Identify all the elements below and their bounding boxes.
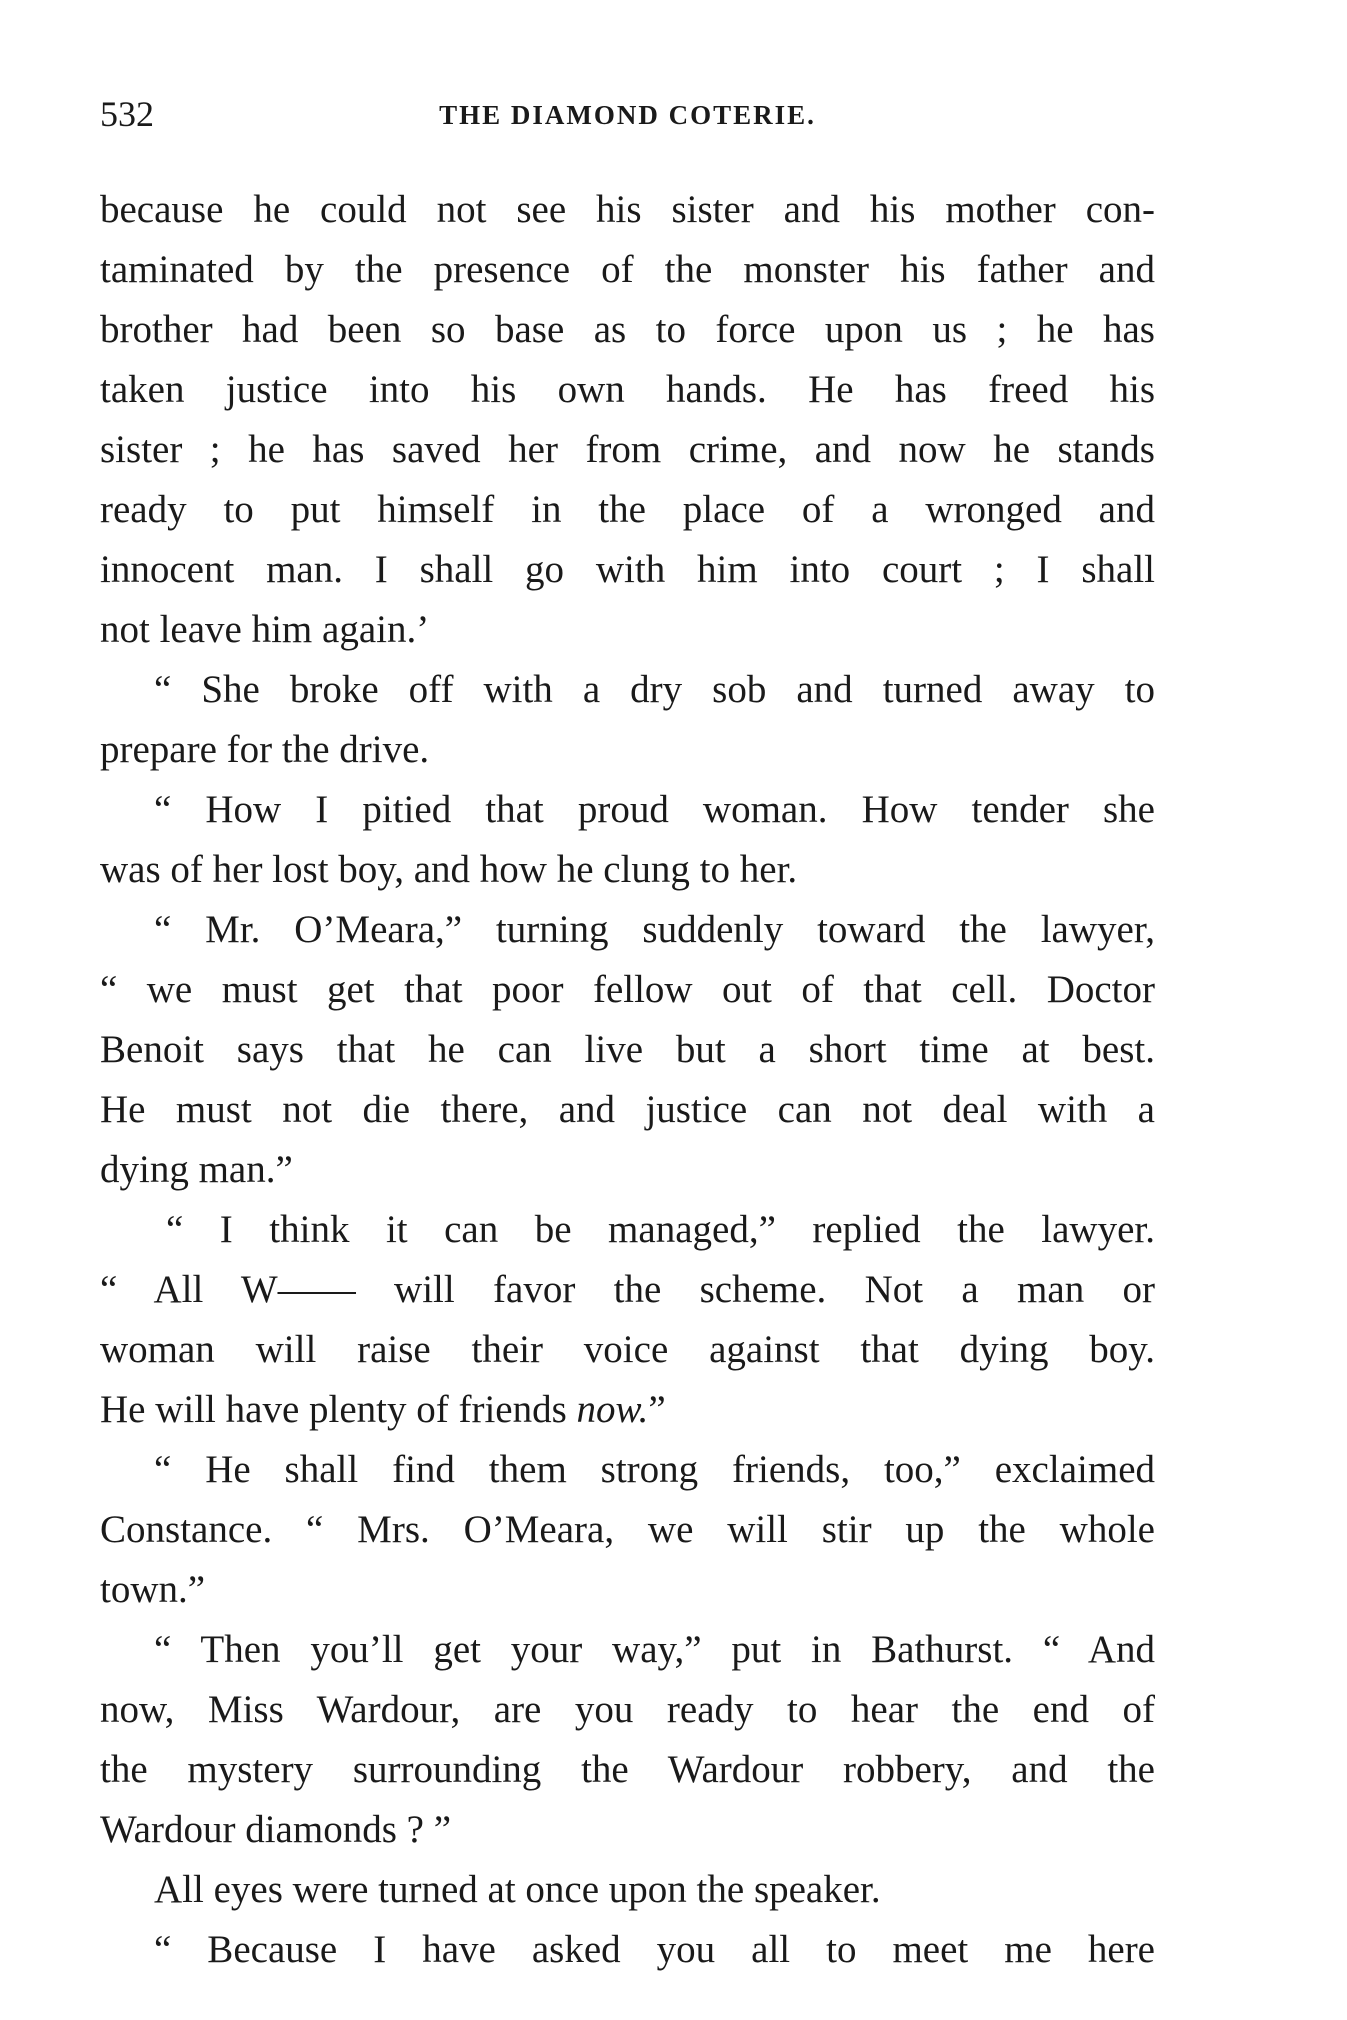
- text-line: “ He shall find them strong friends, too,” exclaimed: [154, 1448, 1155, 1491]
- body-text: [100, 180, 1155, 1980]
- text-line: Benoit says that he can live but a short time at best.: [100, 1028, 1155, 1071]
- text-line: prepare for the drive.: [100, 728, 430, 771]
- page-header: [100, 92, 1155, 136]
- text-line: [100, 1380, 1155, 1440]
- text-line: All eyes were turned at once upon the speaker.: [154, 1868, 881, 1911]
- text-line: “ Because I have asked you all to meet me here: [154, 1928, 1155, 1971]
- text-line: Wardour diamonds ? ”: [100, 1808, 451, 1851]
- italic-word: now.: [576, 1388, 649, 1431]
- text-line: taminated by the presence of the monster his father and: [100, 248, 1155, 291]
- running-title: THE DIAMOND COTERIE.: [439, 100, 816, 130]
- text-line: the mystery surrounding the Wardour robbery, and the: [100, 1748, 1155, 1791]
- text-line: town.”: [100, 1568, 206, 1611]
- text-line: innocent man. I shall go with him into court ; I shall: [100, 548, 1155, 591]
- page-number: 532: [100, 94, 154, 134]
- closing-quote: ”: [648, 1388, 666, 1431]
- text-line: not leave him again.’: [100, 608, 430, 651]
- text-line: “ we must get that poor fellow out of that cell. Doctor: [100, 968, 1155, 1011]
- text-line: sister ; he has saved her from crime, and now he stands: [100, 428, 1155, 471]
- text-line: “ I think it can be managed,” replied the lawyer.: [166, 1208, 1155, 1251]
- text-line: “ How I pitied that proud woman. How tender she: [154, 788, 1155, 831]
- text-line: “ Then you’ll get your way,” put in Bathurst. “ And: [154, 1628, 1155, 1671]
- text-line: Constance. “ Mrs. O’Meara, we will stir up the whole: [100, 1508, 1155, 1551]
- text-line-part: He will have plenty of friends: [100, 1388, 567, 1431]
- text-line: ready to put himself in the place of a wronged and: [100, 488, 1155, 531]
- text-line: because he could not see his sister and his mother con-: [100, 188, 1155, 231]
- text-line: He must not die there, and justice can not deal with a: [100, 1088, 1155, 1131]
- text-line: “ Mr. O’Meara,” turning suddenly toward the lawyer,: [154, 908, 1155, 951]
- text-line: “ All W—— will favor the scheme. Not a man or: [100, 1268, 1155, 1311]
- text-line: “ She broke off with a dry sob and turned away to: [154, 668, 1155, 711]
- text-line: woman will raise their voice against that dying boy.: [100, 1328, 1155, 1371]
- text-line: now, Miss Wardour, are you ready to hear the end of: [100, 1688, 1155, 1731]
- text-line: was of her lost boy, and how he clung to her.: [100, 848, 798, 891]
- text-line: taken justice into his own hands. He has freed his: [100, 368, 1155, 411]
- text-line: dying man.”: [100, 1148, 293, 1191]
- text-line: brother had been so base as to force upon us ; he has: [100, 308, 1155, 351]
